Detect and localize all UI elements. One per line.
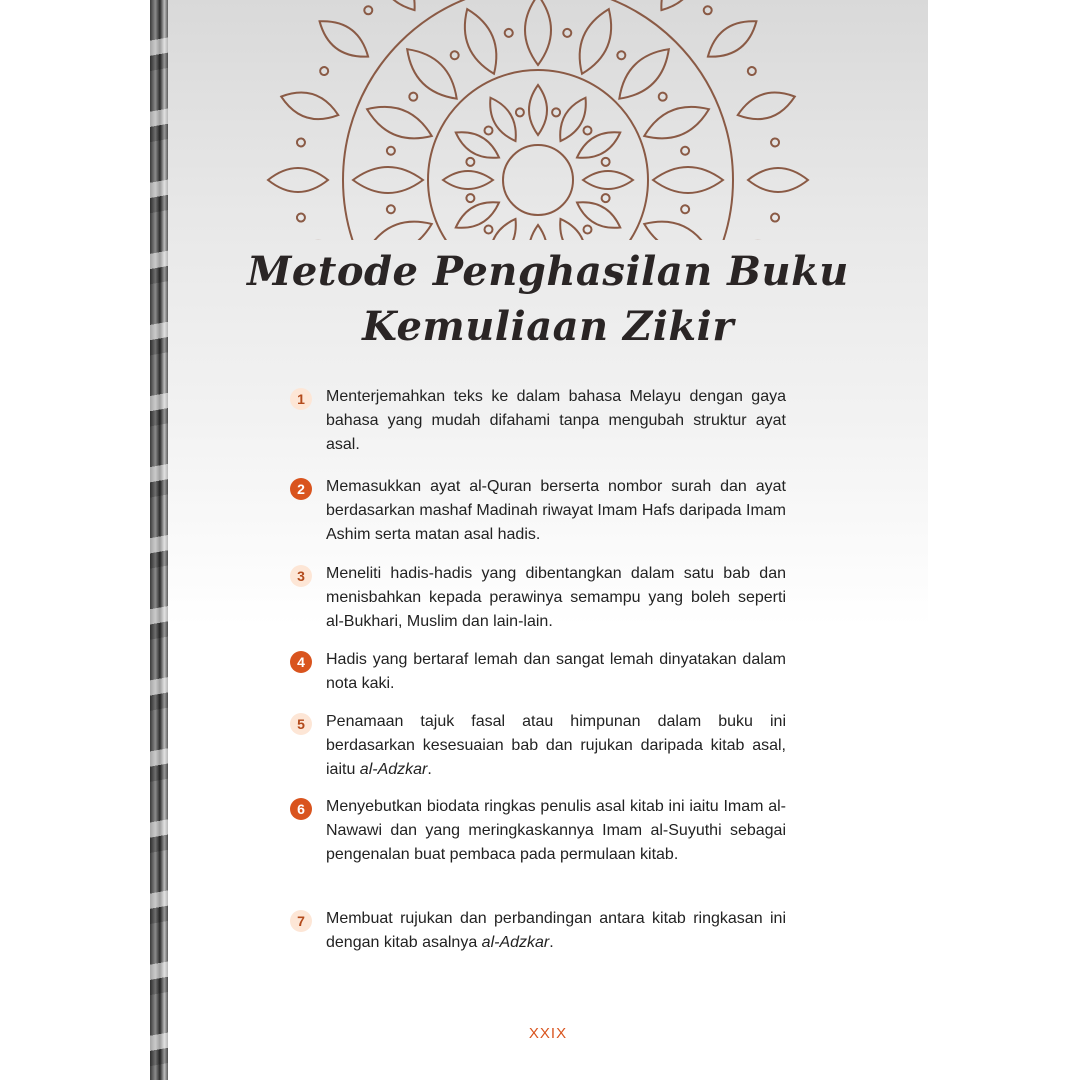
mandala-petal [583, 171, 633, 189]
mandala-dot [582, 125, 593, 136]
mandala-dot [296, 138, 305, 147]
mandala-dot [504, 28, 513, 37]
mandala-dot [465, 193, 475, 203]
mandala-petal [353, 167, 423, 193]
mandala-petal [639, 97, 714, 148]
mandala-dot [563, 28, 572, 37]
mandala-dot [746, 66, 757, 77]
item-text: Menterjemahkan teks ke dalam bahasa Melayu dengan gaya bahasa yang mudah difahami tanpa mengubah struktur ayat asal. [326, 388, 786, 453]
mandala-dot [680, 205, 689, 214]
item-number: 7 [290, 910, 312, 932]
item-number: 2 [290, 478, 312, 500]
mandala-petal [553, 93, 594, 145]
mandala-dot [515, 107, 525, 117]
mandala-petal [398, 40, 466, 108]
mandala-dot [770, 138, 779, 147]
item-text: Memasukkan ayat al-Quran berserta nombor surah dan ayat berdasarkan mashaf Madinah riwayat Imam Hafs daripada Imam Ashim serta matan asal hadis. [326, 478, 786, 543]
mandala-dot [483, 125, 494, 136]
mandala-dot [386, 205, 395, 214]
mandala-petal [483, 93, 524, 145]
mandala-dot [386, 146, 395, 155]
mandala-dot [296, 213, 305, 222]
mandala-ornament [238, 0, 838, 240]
mandala-dot [582, 224, 593, 235]
mandala-dot [465, 157, 475, 167]
mandala-dot [601, 157, 611, 167]
mandala-petal [443, 171, 493, 189]
mandala-dot [616, 50, 627, 61]
item-text-emphasis: al-Adzkar [481, 934, 550, 951]
mandala-dot [702, 5, 713, 16]
mandala-dot [680, 146, 689, 155]
mandala-dot [551, 107, 561, 117]
mandala-petal [529, 85, 547, 135]
item-text: Membuat rujukan dan perbandingan antara kitab ringkasan ini dengan kitab asalnya al-Adzkar. [326, 910, 786, 951]
mandala-petal [529, 225, 547, 240]
mandala-petal [570, 4, 621, 79]
mandala-petal [278, 233, 342, 240]
mandala-dot [770, 213, 779, 222]
item-number: 1 [290, 388, 312, 410]
page-title-line-2: Kemuliaan Zikir [362, 303, 734, 350]
item-text: Penamaan tajuk fasal atau himpunan dalam buku ini berdasarkan kesesuaian bab dan rujukan daripada kitab asal, iaitu al-Adzkar. [326, 713, 786, 778]
mandala-petal [278, 85, 342, 126]
mandala-dot [601, 193, 611, 203]
mandala-petal [451, 195, 503, 236]
mandala-petal [748, 168, 808, 192]
page-number: XXIX [528, 1025, 568, 1042]
mandala-dot [483, 224, 494, 235]
mandala-petal [610, 40, 678, 108]
mandala-petal [313, 12, 376, 67]
mandala-petal [362, 212, 437, 240]
mandala-petal [370, 0, 425, 17]
book-page [168, 0, 928, 1080]
mandala-petal [362, 97, 437, 148]
mandala-dot [363, 5, 374, 16]
mandala-ring [503, 145, 573, 215]
mandala-dot [408, 91, 419, 102]
item-number: 3 [290, 565, 312, 587]
book-spine-edge [150, 0, 168, 1080]
mandala-petal [639, 212, 714, 240]
mandala-petal [653, 167, 723, 193]
mandala-dot [449, 50, 460, 61]
mandala-petal [268, 168, 328, 192]
page-title-line-1: Metode Penghasilan Buku [247, 248, 849, 295]
item-text-emphasis: al-Adzkar [359, 761, 428, 778]
mandala-petal [734, 85, 798, 126]
item-number: 5 [290, 713, 312, 735]
mandala-dot [319, 66, 330, 77]
mandala-petal [525, 0, 551, 65]
item-text: Menyebutkan biodata ringkas penulis asal kitab ini iaitu Imam al-Nawawi dan yang meringkaskannya Imam al-Suyuthi sebagai pengenalan buat pembaca pada permulaan kitab. [326, 798, 786, 863]
mandala-petal [572, 195, 624, 236]
mandala-petal [734, 233, 798, 240]
mandala-petal [701, 12, 764, 67]
item-text: Hadis yang bertaraf lemah dan sangat lemah dinyatakan dalam nota kaki. [326, 651, 786, 692]
mandala-petal [451, 125, 503, 166]
item-number: 6 [290, 798, 312, 820]
mandala-petal [455, 4, 506, 79]
mandala-petal [572, 125, 624, 166]
mandala-ring [343, 0, 733, 240]
mandala-dot [657, 91, 668, 102]
mandala-petal [652, 0, 707, 17]
item-number: 4 [290, 651, 312, 673]
item-text: Meneliti hadis-hadis yang dibentangkan dalam satu bab dan menisbahkan kepada perawinya semampu yang boleh seperti al-Bukhari, Muslim dan lain-lain. [326, 565, 786, 630]
